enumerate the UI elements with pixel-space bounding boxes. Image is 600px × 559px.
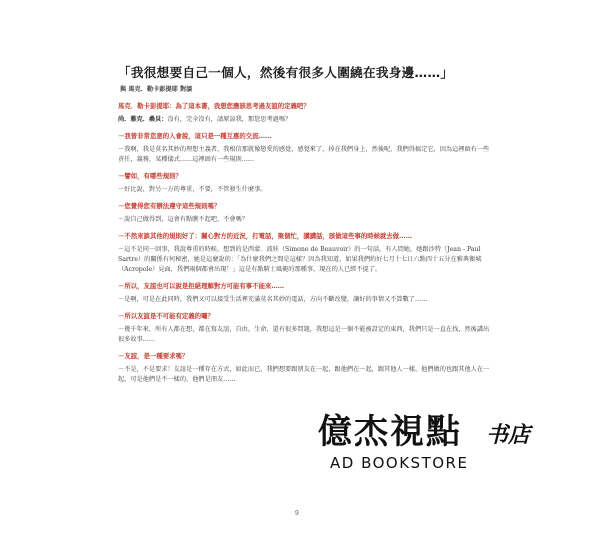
watermark-text: AD BOOKSTORE: [330, 454, 469, 472]
speaker-name: 尚．雅克．桑貝：: [118, 116, 168, 123]
question: －我曾非常恣意的入會說，這只是一種互惠的交流……: [118, 132, 272, 140]
answer: －我啊，我是莫名其妙的理想主義者，我相信那就像戀愛的感覺，感覺來了，掉在我們身上，然後呢，我們得搞定它，因為這裡頭有一些責任，義務，某種儀式……這裡頭有一些規則……: [118, 146, 490, 163]
page-title: 「我很想要自己一個人，然後有很多人圍繞在我身邊……」: [118, 65, 454, 80]
answer: －說自己做得到，這會有點瞧不起吧，不會嗎？: [118, 216, 248, 223]
question: 馬克．勒卡彭提耶：為了這本書，我想您應該思考過友誼的定義吧？: [118, 102, 310, 110]
question: －所以，友誼也可以說是拒絕理解對方可能有事不能來……: [118, 282, 285, 290]
book-page: [118, 62, 490, 385]
question: －不然來談其他的規則好了：關心對方的近況，打電話，聚個忙，講講話，該做這些事的時候就去做……: [118, 232, 412, 240]
watermark-script: 书店: [486, 422, 531, 448]
answer: －這不是同一回事，我說尊重的時候，想到的是西蒙．波娃（Simone de Beauvoir）的一句話，有人問她，她跟沙特（Jean - Paul Sartre）的關係有何秘密，她是這麼說的：「為什麼我們之間是這樣？因為我知道，如果我們約好七月十七日六點四十五分在雅典衛城（Acropole）見面，我們兩個都會出現！」這是有點騎士風範的那種事，現在的人已經不提了。: [118, 246, 482, 273]
watermark-logo: 億杰視點: [318, 412, 462, 452]
question: －所以友誼是不可能有定義的囉？: [118, 312, 214, 320]
question: －譬如，有哪些規則？: [118, 172, 182, 180]
bookstore-watermark: [318, 408, 578, 478]
answer: [118, 115, 490, 125]
answer: －好比說，對另一方的尊重，不要，不管發生什麼事。: [118, 186, 267, 193]
answer: －幾千年來，所有人都在想，都在寫友誼，自由，生命，還有很多問題，我想這是一個不能被設定的東西，我們只是一直在找，然後講出很多故事……: [118, 326, 490, 343]
question: －友誼，是一種要求嗎？: [118, 352, 189, 360]
answer-text: 沒有，完全沒有，請原諒我，那您思考過嗎？: [167, 116, 292, 123]
page-subtitle: 與 馬克．勒卡彭提耶 對談: [120, 86, 193, 93]
question: －您覺得您有辦法遵守這些規則嗎？: [118, 202, 221, 210]
page-number: 9: [295, 510, 299, 517]
interview-body: [118, 101, 490, 385]
answer: －是啊，可是在此同時，我們又可以接受生活裡充滿莫名其妙的電話，方向不斷改變，讓好的事情又不算數了……: [118, 296, 428, 303]
answer: －不是，不是要求！友誼是一種存在方式，如此而已，我們想要跟朋友在一起，跟他們在一起，跟其他人一樣，他們做的也跟其他人在一起，可是他們是不一樣的，他們是朋友……: [118, 366, 490, 383]
